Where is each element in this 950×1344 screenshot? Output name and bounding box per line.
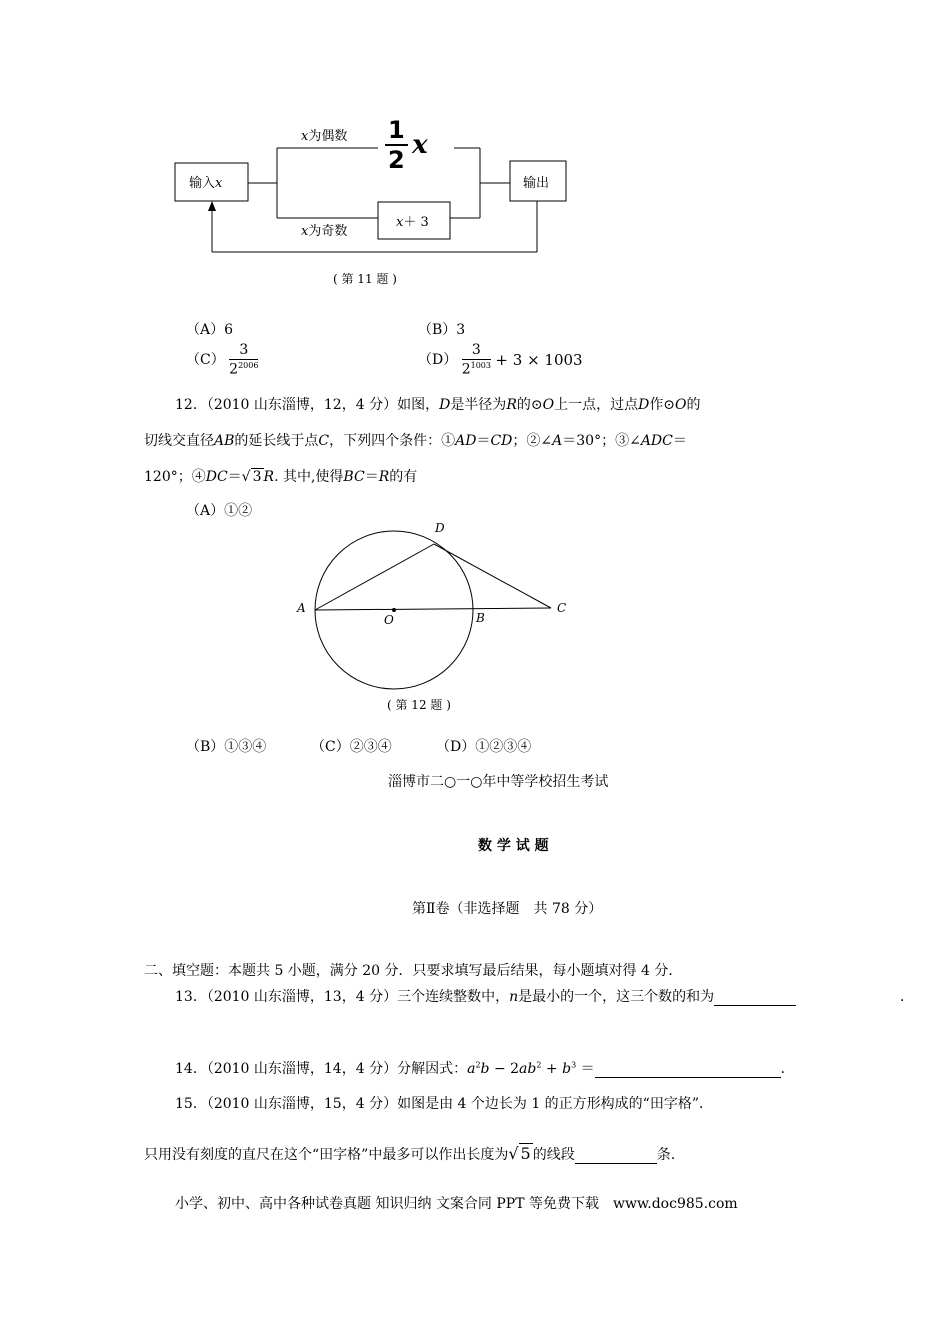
q15-line-1: 15．（2010 山东淄博，15，4 分）如图是由 4 个边长为 1 的正方形构成的“田字格”． [175,1096,713,1112]
q12-option-d: （D）①②③④ [436,739,532,755]
q13-text: 13．（2010 山东淄博，13，4 分）三个连续整数中，n是最小的一个，这三个数的和为 [175,986,796,1006]
q11-option-d: （D） $\frac{3}{2^{1003}}$ + 3 × 1003 [418,342,583,378]
q12-option-b: （B）①③④ [186,739,267,755]
section2-heading: 二、填空题：本题共 5 小题，满分 20 分．只要求填写最后结果，每小题填对得 4 分． [144,963,683,979]
q14-answer-blank[interactable] [595,1063,781,1078]
q12-option-a: （A）①② [186,503,253,519]
q12-line-2: 切线交直径AB的延长线于点C，下列四个条件：①AD＝CD；②∠A＝30°；③∠ADC＝ [144,433,687,449]
q11-option-a: （A）6 [186,322,234,338]
q12-line-1: 12．（2010 山东淄博，12，4 分）如图，D是半径为R的⊙O上一点，过点D作⊙O的 [175,397,701,413]
footer-text: 小学、初中、高中各种试卷真题 知识归纳 文案合同 PPT 等免费下载 www.doc985.com [175,1196,738,1212]
input-box-label: 输入x [189,176,223,191]
q12-line-3: 120°；④DC＝√ 3 R. 其中,使得BC＝R的有 [144,469,418,485]
line-ad [315,544,434,610]
label-b: B [476,611,485,625]
circle-tangent-diagram [0,510,950,720]
label-o: O [384,613,394,627]
even-branch-label: x为偶数 [301,129,348,144]
feedback-arrowhead [208,201,216,211]
q12-caption: ( 第 12 题 ) [387,698,451,712]
center-point [392,608,396,612]
q12-option-c: （C）②③④ [311,739,392,755]
output-box-label: 输出 [523,176,550,191]
q14-text: 14．（2010 山东淄博，14，4 分）分解因式：$a^2b - 2ab^2 + b^3$ ＝ ． [175,1060,795,1077]
q13-end: ． [900,989,914,1005]
line-dc [434,544,551,608]
q11-option-c: （C） $\frac{3}{2^{2006}}$ [186,342,259,378]
q11-caption: ( 第 11 题 ) [333,272,397,286]
exam-subject: 数 学 试 题 [478,838,549,854]
label-d: D [435,521,445,535]
line-ac [315,608,551,610]
q15-answer-blank[interactable] [575,1149,657,1164]
plus-three-label: x＋ 3 [396,215,429,230]
q15-line-2: 只用没有刻度的直尺在这个“田字格”中最多可以作出长度为√ 5 的线段 条. [144,1144,676,1163]
flowchart-diagram [0,0,950,300]
label-a: A [297,601,306,615]
exam-volume: 第Ⅱ卷（非选择题 共 78 分） [412,901,603,917]
odd-branch-label: x为奇数 [301,224,348,239]
q11-option-b: （B）3 [418,322,466,338]
q13-answer-blank[interactable] [714,991,796,1006]
half-x-expression: $\frac{1}{2}$ x [385,118,428,172]
exam-title: 淄博市二○一○年中等学校招生考试 [388,774,609,790]
label-c: C [557,601,567,615]
